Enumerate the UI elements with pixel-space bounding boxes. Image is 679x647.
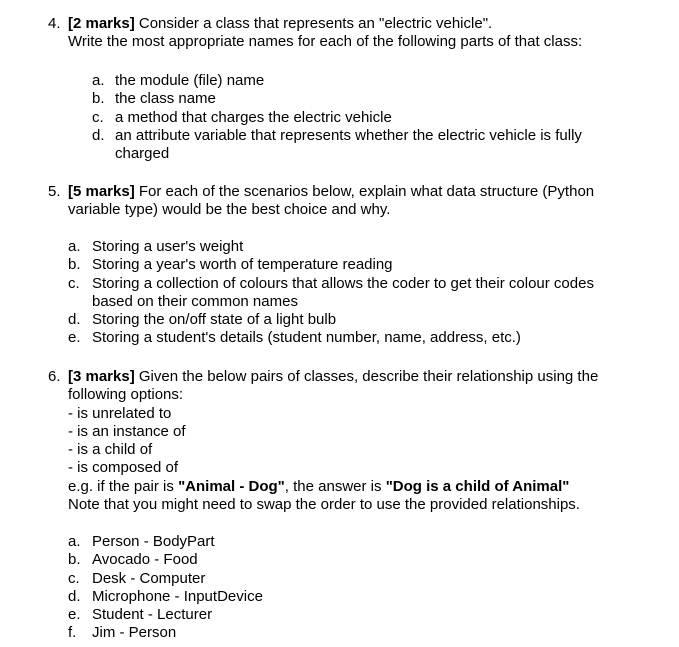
item-text: Person - BodyPart [92, 533, 215, 550]
example-pair: "Animal - Dog" [178, 477, 285, 495]
item-text: Storing a collection of colours that allows the coder to get their colour codes based on their common names [92, 274, 594, 310]
item-label: b. [68, 551, 81, 569]
question-text-line: Consider a class that represents an "electric vehicle". [134, 15, 493, 32]
item-text: Storing the on/off state of a light bulb [92, 311, 337, 329]
question-text-line: Given the below pairs of classes, describe their relationship using the following options: [68, 368, 599, 404]
list-item [68, 588, 648, 606]
item-text: the class name [115, 90, 216, 108]
relationship-option: - is unrelated to [68, 404, 172, 422]
item-label: c. [68, 569, 80, 587]
list-item [68, 570, 648, 588]
sub-question-list [92, 72, 652, 163]
relationship-option: - is composed of [68, 459, 179, 477]
question-number: 4. [48, 15, 61, 32]
list-item [68, 624, 648, 642]
item-text: Jim - Person [92, 624, 177, 642]
question-text-line: For each of the scenarios below, explain what data structure (Python variable type) would be the best choice and why. [68, 183, 595, 219]
item-label: a. [68, 533, 81, 550]
item-label: d. [68, 587, 81, 605]
item-label: c. [68, 274, 80, 292]
item-label: f. [68, 624, 77, 642]
item-label: d. [92, 126, 105, 144]
list-item [68, 606, 648, 624]
list-item [92, 109, 652, 127]
marks-label: [2 marks] [68, 15, 135, 32]
list-item [92, 72, 652, 90]
list-item [68, 329, 648, 347]
question-text [68, 15, 648, 52]
item-text: Storing a year's worth of temperature reading [92, 256, 393, 274]
sub-question-list [68, 533, 648, 643]
marks-label: [3 marks] [68, 368, 135, 385]
list-item [68, 238, 648, 256]
list-item [92, 90, 652, 108]
relationship-option: - is an instance of [68, 422, 186, 440]
item-text: a method that charges the electric vehicle [115, 108, 392, 126]
relationship-option: - is a child of [68, 441, 153, 459]
question-number: 5. [48, 183, 61, 200]
list-item [68, 533, 648, 551]
item-text: Avocado - Food [92, 551, 198, 569]
question-text [68, 368, 643, 514]
item-text: Desk - Computer [92, 569, 206, 587]
item-text: the module (file) name [115, 72, 265, 89]
item-label: b. [92, 90, 105, 108]
list-item [68, 551, 648, 569]
list-item [68, 275, 632, 312]
item-label: c. [92, 108, 104, 126]
list-item [68, 256, 648, 274]
list-item [68, 311, 648, 329]
question-number: 6. [48, 368, 61, 385]
sub-question-list [68, 238, 648, 348]
item-label: e. [68, 329, 81, 347]
item-text: Storing a student's details (student number, name, address, etc.) [92, 329, 521, 347]
question-text [68, 183, 638, 220]
item-label: b. [68, 256, 81, 274]
list-item [92, 127, 640, 164]
item-text: Storing a user's weight [92, 238, 244, 255]
item-text: Student - Lecturer [92, 606, 213, 624]
item-text: an attribute variable that represents whether the electric vehicle is fully charged [115, 126, 582, 163]
item-label: d. [68, 311, 81, 329]
item-text: Microphone - InputDevice [92, 587, 263, 605]
question-text-line: Write the most appropriate names for each of the following parts of that class: [68, 33, 583, 51]
item-label: a. [68, 238, 81, 255]
example-answer: "Dog is a child of Animal" [385, 477, 570, 495]
example-line: e.g. if the pair is "Animal - Dog", the answer is "Dog is a child of Animal" [68, 477, 570, 495]
note-line: Note that you might need to swap the order to use the provided relationships. [68, 496, 580, 514]
marks-label: [5 marks] [68, 183, 135, 200]
item-label: a. [92, 72, 105, 89]
item-label: e. [68, 606, 81, 624]
